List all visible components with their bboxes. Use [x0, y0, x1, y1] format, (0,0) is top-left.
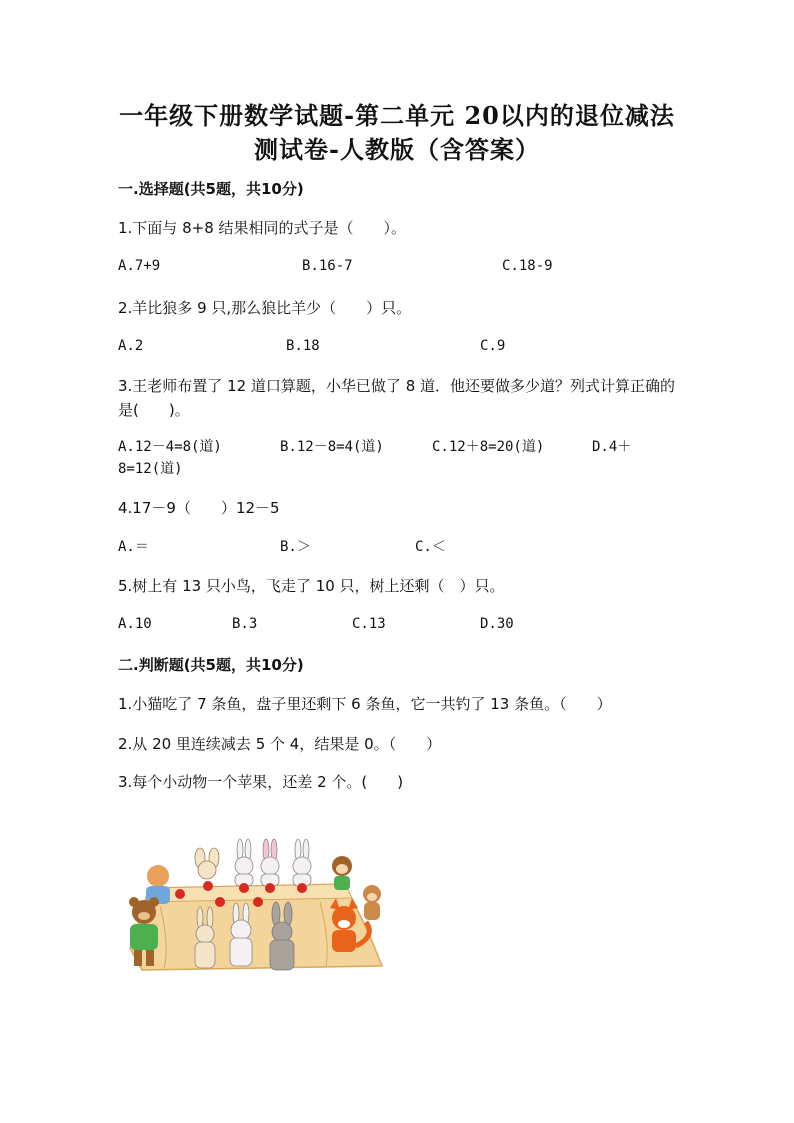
dog-icon	[195, 848, 219, 879]
question-text: 1.下面与 8+8 结果相同的式子是（ ）。	[118, 219, 407, 237]
page-title: 一年级下册数学试题-第二单元 20以内的退位减法	[119, 101, 675, 130]
apple-icon	[175, 889, 185, 899]
apple-icon	[253, 897, 263, 907]
option-a: A.10	[118, 616, 152, 632]
apple-icon	[215, 897, 225, 907]
option-a: A.7+9	[118, 258, 161, 274]
rabbit-icon	[261, 839, 279, 886]
monkey-icon	[332, 856, 352, 890]
option-b: B.3	[232, 616, 258, 632]
option-c: C.＜	[415, 539, 446, 555]
option-c: C.13	[352, 616, 386, 632]
apple-icon	[203, 881, 213, 891]
option-c: C.9	[480, 338, 506, 354]
section-heading-judge: 二.判断题(共5题，共10分)	[118, 656, 304, 674]
question-text: 3.王老师布置了 12 道口算题，小华已做了 8 道．他还要做多少道？列式计算正确的是( )。	[118, 377, 676, 419]
animals-table-illustration	[120, 836, 390, 976]
option-c: C.18-9	[502, 258, 553, 274]
option-b: B.18	[286, 338, 320, 354]
option-a: A.12－4=8(道)	[118, 439, 222, 455]
option-a: A.＝	[118, 539, 149, 555]
apple-icon	[239, 883, 249, 893]
apple-icon	[297, 883, 307, 893]
question-text: 1.小猫吃了 7 条鱼，盘子里还剩下 6 条鱼，它一共钓了 13 条鱼。（ ）	[118, 695, 612, 713]
question-text: 4.17－9（ ）12－5	[118, 499, 280, 517]
page-subtitle: 测试卷-人教版（含答案）	[254, 135, 540, 164]
option-d: D.4＋	[592, 439, 632, 455]
question-text: 2.从 20 里连续减去 5 个 4，结果是 0。（ ）	[118, 735, 442, 753]
option-d-continued: 8=12(道)	[118, 461, 183, 477]
question-text: 3.每个小动物一个苹果，还差 2 个。( )	[118, 773, 404, 791]
question-text: 2.羊比狼多 9 只,那么狼比羊少（ ）只。	[118, 299, 412, 317]
monkey-icon	[363, 885, 381, 920]
option-b: B.12－8=4(道)	[280, 439, 384, 455]
option-a: A.2	[118, 338, 144, 354]
option-c: C.12＋8=20(道)	[432, 439, 545, 455]
option-b: B.＞	[280, 539, 311, 555]
apple-icon	[265, 883, 275, 893]
option-d: D.30	[480, 616, 514, 632]
rabbit-icon	[293, 839, 311, 886]
option-b: B.16-7	[302, 258, 353, 274]
bear-icon	[146, 865, 170, 904]
rabbit-icon	[235, 839, 253, 886]
question-text: 5.树上有 13 只小鸟，飞走了 10 只，树上还剩（ ）只。	[118, 577, 505, 595]
section-heading-choice: 一.选择题(共5题，共10分)	[118, 180, 304, 198]
